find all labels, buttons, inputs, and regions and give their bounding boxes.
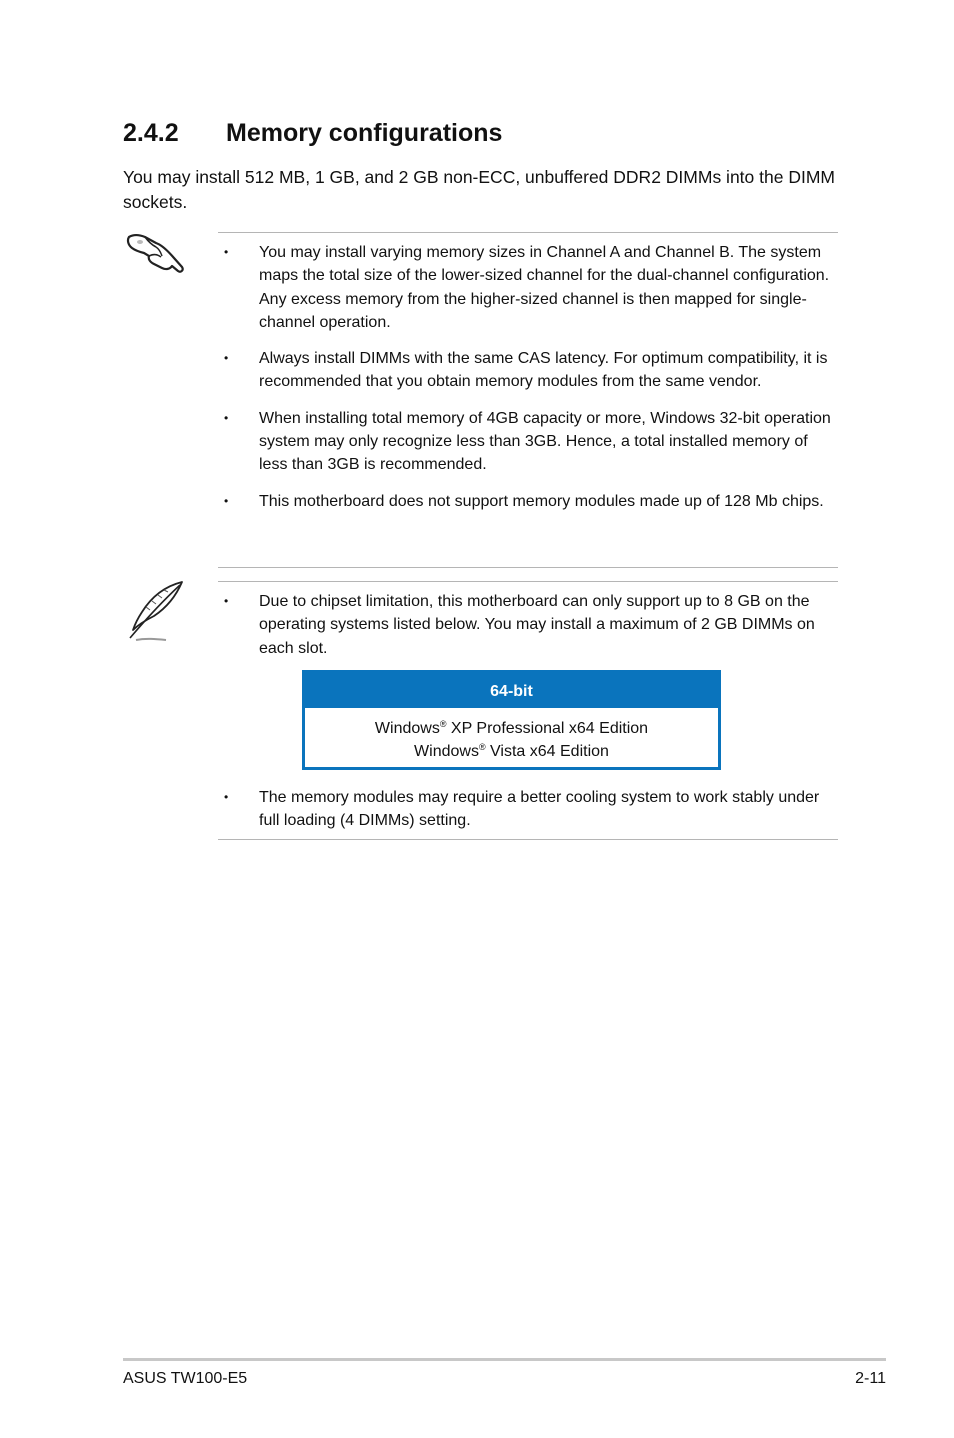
list-item <box>219 590 834 660</box>
table-body <box>305 708 718 763</box>
bullet-text: When installing total memory of 4GB capacity or more, Windows 32-bit operation system may only recognize less than 3GB. Hence, a total installed memory of less than 3GB is recommended. <box>259 409 831 474</box>
important-note-list <box>219 241 834 526</box>
note-top-rule <box>218 567 838 568</box>
list-item <box>219 407 834 477</box>
registered-mark: ® <box>478 742 486 752</box>
list-item <box>219 241 834 334</box>
note-list <box>219 590 834 673</box>
quill-pen-icon <box>122 580 186 644</box>
intro-paragraph: You may install 512 MB, 1 GB, and 2 GB non-ECC, unbuffered DDR2 DIMMs into the DIMM sockets. <box>123 167 835 212</box>
list-item <box>219 490 834 513</box>
section-title: Memory configurations <box>226 119 503 147</box>
section-number: 2.4.2 <box>123 119 179 147</box>
footer-rule <box>123 1358 886 1361</box>
note-bottom-rule <box>218 839 838 840</box>
table-row <box>305 717 718 740</box>
hand-pointing-icon <box>126 229 186 275</box>
list-item <box>219 786 834 833</box>
list-item <box>219 347 834 394</box>
bullet-text: Always install DIMMs with the same CAS latency. For optimum compatibility, it is recommended that you obtain memory modules from the same vendor. <box>259 350 828 391</box>
footer-page-number: 2-11 <box>855 1370 886 1387</box>
os-edition: XP Professional x64 Edition <box>446 720 649 737</box>
bullet-marker: • <box>224 351 229 366</box>
bullet-marker: • <box>224 245 229 259</box>
os-brand: Windows <box>414 743 479 760</box>
bullet-marker: • <box>224 410 229 425</box>
note-list-continued <box>219 786 834 846</box>
bullet-marker: • <box>224 790 229 804</box>
section-heading <box>123 119 502 148</box>
os-brand: Windows <box>374 720 440 737</box>
note-top-rule-secondary <box>218 581 838 582</box>
bullet-text: The memory modules may require a better cooling system to work stably under full loading (4 DIMMs) setting. <box>259 789 820 830</box>
footer-product-name: ASUS TW100-E5 <box>123 1370 248 1387</box>
bullet-marker: • <box>224 594 229 608</box>
os-edition: Vista x64 Edition <box>485 743 609 760</box>
important-note-top-rule <box>218 232 838 233</box>
table-row <box>305 740 718 763</box>
bullet-text: You may install varying memory sizes in Channel A and Channel B. The system maps the total size of the lower-sized channel for the dual-channel configuration. Any excess memory from the higher-sized channel is then mapped for single-channel operation. <box>259 244 830 331</box>
bullet-text: This motherboard does not support memory modules made up of 128 Mb chips. <box>259 492 824 510</box>
bullet-text: Due to chipset limitation, this motherboard can only support up to 8 GB on the operating systems listed below. You may install a maximum of 2 GB DIMMs on each slot. <box>259 593 815 657</box>
registered-mark: ® <box>439 719 447 729</box>
bullet-marker: • <box>224 493 229 508</box>
table-header: 64-bit <box>305 673 718 708</box>
os-support-table <box>302 670 721 770</box>
